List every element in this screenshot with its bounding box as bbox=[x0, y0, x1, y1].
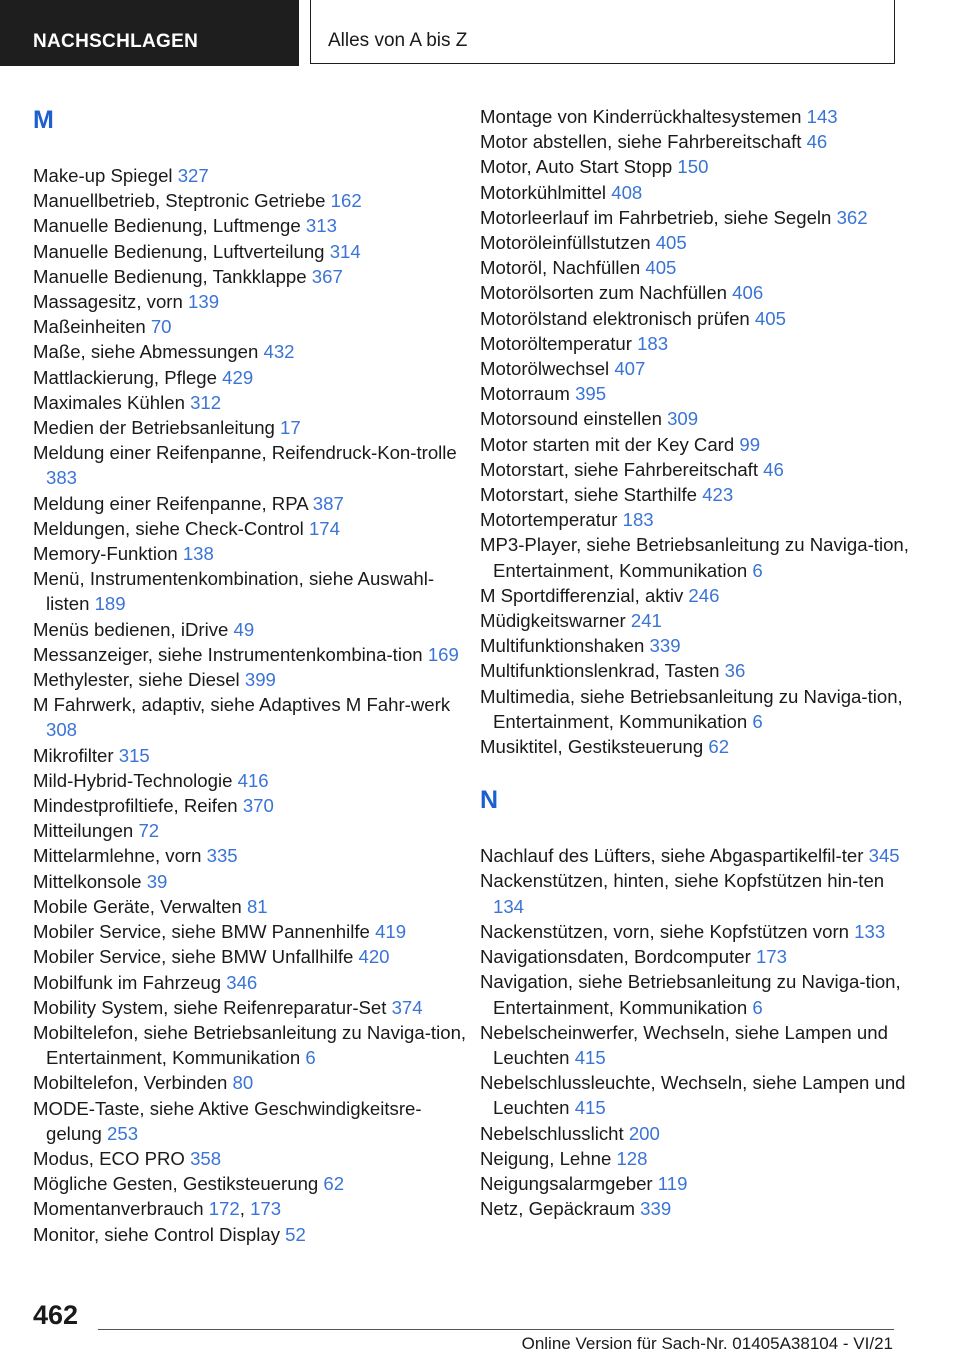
index-letter-heading: N bbox=[480, 786, 499, 815]
index-entry bbox=[33, 1222, 473, 1247]
index-entry bbox=[33, 365, 473, 390]
index-entry bbox=[480, 104, 920, 129]
index-entry-term: Motorölstand elektronisch prüfen bbox=[480, 307, 755, 329]
page-reference-link[interactable]: 128 bbox=[616, 1147, 648, 1169]
index-entry bbox=[33, 894, 473, 919]
page-reference-link[interactable]: 6 bbox=[752, 996, 763, 1018]
page-reference-link[interactable]: 308 bbox=[46, 719, 78, 741]
index-entry bbox=[480, 205, 920, 230]
index-entry bbox=[33, 869, 473, 894]
page-reference-link[interactable]: 407 bbox=[614, 358, 646, 380]
index-entry bbox=[480, 684, 920, 734]
index-entry bbox=[480, 180, 920, 205]
page-reference-link[interactable]: 420 bbox=[358, 946, 390, 968]
page-reference-link[interactable]: 406 bbox=[732, 282, 764, 304]
page-reference-link[interactable]: 345 bbox=[868, 845, 900, 867]
index-entry bbox=[480, 1020, 920, 1070]
page-reference-link[interactable]: 70 bbox=[150, 316, 172, 338]
index-entry-term: Motor starten mit der Key Card bbox=[480, 433, 740, 455]
index-entry bbox=[33, 793, 473, 818]
index-entry bbox=[33, 163, 473, 188]
section-tab[interactable]: NACHSCHLAGEN bbox=[0, 0, 299, 66]
index-entry bbox=[33, 440, 473, 490]
index-entry-term: Motorkühlmittel bbox=[480, 181, 612, 203]
page-reference-link[interactable]: 49 bbox=[233, 618, 255, 640]
index-entry-term: Neigungsalarmgeber bbox=[480, 1172, 658, 1194]
page-reference-link[interactable]: 139 bbox=[188, 291, 220, 313]
index-entry-term: Manuellbetrieb, Steptronic Getriebe bbox=[33, 190, 331, 212]
index-entry-term: Manuelle Bedienung, Luftmenge bbox=[33, 215, 306, 237]
page-reference-link[interactable]: 315 bbox=[118, 744, 150, 766]
page-reference-link[interactable]: 429 bbox=[222, 366, 254, 388]
page-reference-link[interactable]: 395 bbox=[575, 383, 607, 405]
index-entry bbox=[480, 1121, 920, 1146]
index-entry bbox=[480, 532, 920, 582]
index-entry bbox=[480, 507, 920, 532]
page-reference-link[interactable]: 162 bbox=[330, 190, 362, 212]
index-entry-term: Nebelscheinwerfer, Wechseln, siehe Lampen und Leuchten bbox=[480, 1021, 888, 1068]
index-entry bbox=[33, 264, 473, 289]
index-entry bbox=[480, 868, 920, 918]
page-reference-link[interactable]: 173 bbox=[755, 946, 787, 968]
index-entry-term: Motorstart, siehe Starthilfe bbox=[480, 484, 703, 506]
index-entry-term: Mobiltelefon, siehe Betriebsanleitung zu Naviga-tion, Entertainment, Kommunikation bbox=[33, 1021, 467, 1069]
page-reference-link[interactable]: 370 bbox=[242, 795, 274, 817]
index-entry-term: Mobile Geräte, Verwalten bbox=[33, 895, 247, 917]
index-entry bbox=[33, 566, 473, 616]
index-entry-term: Methylester, siehe Diesel bbox=[33, 669, 245, 691]
index-entry bbox=[480, 969, 920, 1019]
index-entry bbox=[33, 692, 473, 742]
index-entry bbox=[480, 633, 920, 658]
index-entry-term: Nackenstützen, hinten, siehe Kopfstützen hin-ten bbox=[480, 870, 885, 892]
page-reference-link[interactable]: 312 bbox=[190, 391, 222, 413]
page-reference-link[interactable]: 17 bbox=[280, 417, 301, 439]
index-entry bbox=[33, 768, 473, 793]
index-column-right bbox=[480, 104, 920, 1221]
index-entry-term: Meldungen, siehe Check-Control bbox=[33, 517, 309, 539]
index-entry bbox=[480, 734, 920, 759]
index-entry bbox=[480, 608, 920, 633]
index-entry-term: Neigung, Lehne bbox=[480, 1147, 617, 1169]
page-reference-link[interactable]: 6 bbox=[752, 710, 763, 732]
index-entry-term: Motoröleinfüllstutzen bbox=[480, 232, 656, 254]
index-entry bbox=[33, 213, 473, 238]
page-reference-link[interactable]: 362 bbox=[836, 206, 868, 228]
index-entry bbox=[480, 944, 920, 969]
index-entry-term: MODE-Taste, siehe Aktive Geschwindigkeitsre-gelung bbox=[33, 1097, 422, 1144]
index-entry bbox=[480, 919, 920, 944]
page-reference-link[interactable]: 39 bbox=[146, 870, 168, 892]
page-reference-link[interactable]: 6 bbox=[305, 1047, 316, 1069]
index-entry-term: Mikrofilter bbox=[33, 744, 119, 766]
index-entry-term: Motoröltemperatur bbox=[480, 332, 638, 354]
page-reference-link[interactable]: 62 bbox=[323, 1173, 345, 1195]
index-entry bbox=[33, 743, 473, 768]
page-reference-link[interactable]: 99 bbox=[739, 433, 761, 455]
index-entry bbox=[480, 658, 920, 683]
index-entry-term: Navigationsdaten, Bordcomputer bbox=[480, 946, 756, 968]
index-entry-term: Manuelle Bedienung, Tankklappe bbox=[33, 265, 312, 287]
index-entry bbox=[480, 381, 920, 406]
page-reference-link[interactable]: 253 bbox=[107, 1122, 139, 1144]
index-entry bbox=[480, 255, 920, 280]
index-entry-term: Multifunktionslenkrad, Tasten bbox=[480, 660, 725, 682]
page-reference-link[interactable]: 52 bbox=[285, 1223, 306, 1245]
page-reference-link[interactable]: 309 bbox=[667, 408, 699, 430]
index-entry-term: Nachlauf des Lüfters, siehe Abgaspartikelfil-ter bbox=[480, 845, 869, 867]
index-entry-term: Mitteilungen bbox=[33, 820, 139, 842]
page-reference-link[interactable]: 46 bbox=[763, 458, 784, 480]
section-spacer bbox=[480, 759, 920, 784]
index-entry bbox=[33, 415, 473, 440]
page-reference-link[interactable]: 36 bbox=[724, 660, 746, 682]
index-entry-term: Manuelle Bedienung, Luftverteilung bbox=[33, 240, 330, 262]
page-reference-link[interactable]: 399 bbox=[244, 669, 276, 691]
page-reference-link[interactable]: 327 bbox=[177, 165, 209, 186]
page-reference-link[interactable]: 80 bbox=[232, 1072, 254, 1094]
index-entry-term: Modus, ECO PRO bbox=[33, 1147, 191, 1169]
page-header bbox=[0, 0, 960, 66]
page-reference-link[interactable]: 173 bbox=[250, 1198, 282, 1220]
page-reference-link[interactable]: 81 bbox=[246, 895, 268, 917]
page-reference-link[interactable]: 383 bbox=[46, 467, 78, 489]
index-entry-term: Memory-Funktion bbox=[33, 543, 183, 565]
index-entry-term: Mobility System, siehe Reifenreparatur-Set bbox=[33, 996, 392, 1018]
index-entry-term: Müdigkeitswarner bbox=[480, 610, 631, 632]
page-reference-link[interactable]: 358 bbox=[190, 1147, 222, 1169]
page-reference-link[interactable]: 339 bbox=[649, 635, 681, 657]
page-number: 462 bbox=[33, 1300, 79, 1330]
page-reference-link[interactable]: 62 bbox=[708, 736, 730, 758]
index-letter-heading: M bbox=[33, 106, 54, 134]
index-entry bbox=[33, 188, 473, 213]
index-entry bbox=[33, 995, 473, 1020]
index-entry-term: Montage von Kinderrückhaltesystemen bbox=[480, 106, 807, 127]
page-reference-link[interactable]: 408 bbox=[611, 181, 643, 203]
index-entry bbox=[33, 541, 473, 566]
index-entry bbox=[33, 970, 473, 995]
index-entry bbox=[33, 390, 473, 415]
index-entry bbox=[33, 491, 473, 516]
index-entry-term: Mattlackierung, Pflege bbox=[33, 366, 223, 388]
index-entry bbox=[33, 843, 473, 868]
index-entry bbox=[480, 406, 920, 431]
page-reference-link[interactable]: 169 bbox=[427, 643, 459, 665]
page-reference-link[interactable]: 189 bbox=[94, 593, 126, 615]
index-entry bbox=[480, 280, 920, 305]
index-entry-term: Multimedia, siehe Betriebsanleitung zu Naviga-tion, Entertainment, Kommunikation bbox=[480, 685, 903, 732]
page-reference-link[interactable]: 415 bbox=[574, 1097, 606, 1119]
index-entry-term: Navigation, siehe Betriebsanleitung zu Naviga-tion, Entertainment, Kommunikation bbox=[480, 971, 901, 1018]
index-entry-term: Motorölsorten zum Nachfüllen bbox=[480, 282, 733, 304]
index-entry bbox=[33, 339, 473, 364]
index-entry-term: Momentanverbrauch bbox=[33, 1198, 209, 1220]
index-entry bbox=[33, 289, 473, 314]
index-entry-term: Maximales Kühlen bbox=[33, 391, 191, 413]
page-reference-link[interactable]: 314 bbox=[329, 240, 361, 262]
page-reference-link[interactable]: 432 bbox=[263, 341, 295, 363]
index-entry-term: Messanzeiger, siehe Instrumentenkombina-tion bbox=[33, 643, 428, 665]
index-entry bbox=[33, 818, 473, 843]
page-reference-link[interactable]: 367 bbox=[311, 265, 343, 287]
index-entry-term: Mindestprofiltiefe, Reifen bbox=[33, 795, 243, 817]
index-entry-term: Mild-Hybrid-Technologie bbox=[33, 769, 238, 791]
index-entry-term: Musiktitel, Gestiksteuerung bbox=[480, 736, 709, 758]
index-entry-term: Mittelarmlehne, vorn bbox=[33, 845, 207, 867]
index-entry bbox=[33, 919, 473, 944]
index-entry bbox=[480, 331, 920, 356]
index-entry bbox=[480, 1171, 920, 1196]
page-reference-link[interactable]: 423 bbox=[702, 484, 734, 506]
page-reference-link[interactable]: 416 bbox=[237, 769, 269, 791]
index-entry bbox=[480, 457, 920, 482]
page-reference-link[interactable]: 241 bbox=[630, 610, 662, 632]
index-entry-term: M Fahrwerk, adaptiv, siehe Adaptives M Fahr-werk bbox=[33, 694, 451, 716]
index-entry-term: MP3-Player, siehe Betriebsanleitung zu Naviga-tion, Entertainment, Kommunikation bbox=[480, 534, 909, 581]
chapter-tab[interactable]: Alles von A bis Z bbox=[310, 0, 895, 64]
index-entry-term: Motoröl, Nachfüllen bbox=[480, 257, 646, 279]
index-entry bbox=[33, 1096, 473, 1146]
index-entry bbox=[480, 583, 920, 608]
index-entry-term: Motorraum bbox=[480, 383, 576, 405]
footer-version-note: Online Version für Sach-Nr. 01405A38104 - VI/21 bbox=[521, 1334, 893, 1353]
page-reference-link[interactable]: 200 bbox=[628, 1122, 660, 1144]
index-entry bbox=[33, 1146, 473, 1171]
page-reference-link[interactable]: 415 bbox=[574, 1046, 606, 1068]
index-entry-term: Menüs bedienen, iDrive bbox=[33, 618, 234, 640]
index-entry-term: Mobiler Service, siehe BMW Pannenhilfe bbox=[33, 921, 376, 943]
page-reference-link[interactable]: 313 bbox=[305, 215, 337, 237]
index-entry-term: Motor abstellen, siehe Fahrbereitschaft bbox=[480, 131, 807, 153]
index-entry bbox=[33, 239, 473, 264]
index-entry-term: Netz, Gepäckraum bbox=[480, 1198, 641, 1220]
index-entry bbox=[33, 1020, 473, 1070]
index-entry bbox=[480, 129, 920, 154]
index-entry-term: Massagesitz, vorn bbox=[33, 291, 189, 313]
index-entry-term: Medien der Betriebsanleitung bbox=[33, 417, 281, 439]
index-entry bbox=[480, 843, 920, 868]
index-entry-term: Meldung einer Reifenpanne, RPA bbox=[33, 492, 313, 514]
page-reference-link[interactable]: 335 bbox=[206, 845, 238, 867]
page-reference-link[interactable]: 6 bbox=[752, 559, 763, 581]
page-reference-link[interactable]: 405 bbox=[645, 257, 677, 279]
index-entry-term: Nackenstützen, vorn, siehe Kopfstützen vorn bbox=[480, 920, 855, 942]
index-entry bbox=[33, 1070, 473, 1095]
index-entry-term: Multifunktionshaken bbox=[480, 635, 650, 657]
index-entry-term: Nebelschlussleuchte, Wechseln, siehe Lampen und Leuchten bbox=[480, 1072, 906, 1119]
footer-divider bbox=[98, 1329, 894, 1330]
page-reference-link[interactable]: 346 bbox=[226, 971, 258, 993]
index-entry-term: Monitor, siehe Control Display bbox=[33, 1223, 286, 1245]
index-entry-term: Menü, Instrumentenkombination, siehe Auswahl-listen bbox=[33, 568, 435, 615]
page-reference-link[interactable]: 134 bbox=[493, 895, 525, 917]
index-entry-term: Mögliche Gesten, Gestiksteuerung bbox=[33, 1173, 324, 1195]
index-entry bbox=[480, 154, 920, 179]
index-entry bbox=[480, 432, 920, 457]
index-entry-term: Motorsound einstellen bbox=[480, 408, 668, 430]
index-entry-term: Meldung einer Reifenpanne, Reifendruck-Kon-trolle bbox=[33, 442, 457, 464]
page-reference-link[interactable]: 387 bbox=[312, 492, 344, 514]
index-entry-term: Mobiltelefon, Verbinden bbox=[33, 1072, 233, 1094]
index-entry-term: Motorstart, siehe Fahrbereitschaft bbox=[480, 458, 764, 480]
page-reference-link[interactable]: 374 bbox=[391, 996, 423, 1018]
page-reference-link[interactable]: 174 bbox=[308, 517, 340, 539]
page-reference-link[interactable]: 150 bbox=[677, 156, 709, 178]
index-entry bbox=[33, 516, 473, 541]
index-entry-term: Motorleerlauf im Fahrbetrieb, siehe Segeln bbox=[480, 206, 837, 228]
index-entry bbox=[33, 944, 473, 969]
page-reference-link[interactable]: 405 bbox=[655, 232, 687, 254]
index-entry bbox=[33, 642, 473, 667]
index-entry-term: M Sportdifferenzial, aktiv bbox=[480, 584, 689, 606]
page-reference-link[interactable]: 133 bbox=[854, 920, 886, 942]
index-entry-term: Make-up Spiegel bbox=[33, 165, 178, 186]
index-entry bbox=[480, 1070, 920, 1120]
index-entry-term: Mobilfunk im Fahrzeug bbox=[33, 971, 227, 993]
page-reference-link[interactable]: 183 bbox=[622, 509, 654, 531]
index-entry bbox=[33, 617, 473, 642]
index-entry bbox=[480, 1146, 920, 1171]
index-entry bbox=[480, 230, 920, 255]
page-reference-link[interactable]: 172 bbox=[208, 1198, 240, 1220]
index-entry-term: Mobiler Service, siehe BMW Unfallhilfe bbox=[33, 946, 359, 968]
page-reference-link[interactable]: 405 bbox=[754, 307, 786, 329]
index-entry bbox=[33, 1171, 473, 1196]
index-entry-term: Nebelschlusslicht bbox=[480, 1122, 629, 1144]
page-reference-link[interactable]: 419 bbox=[375, 921, 407, 943]
index-entry bbox=[33, 667, 473, 692]
page-reference-link[interactable]: 119 bbox=[657, 1172, 688, 1194]
page-reference-link[interactable]: 138 bbox=[182, 543, 214, 565]
page-reference-link[interactable]: 339 bbox=[640, 1198, 672, 1220]
page-reference-link[interactable]: 183 bbox=[637, 332, 669, 354]
index-entry bbox=[480, 356, 920, 381]
index-entry bbox=[480, 1196, 920, 1221]
index-entry-term: Maße, siehe Abmessungen bbox=[33, 341, 264, 363]
index-column-left bbox=[33, 104, 473, 1247]
index-entry-term: Motor, Auto Start Stopp bbox=[480, 156, 678, 178]
index-entry bbox=[480, 306, 920, 331]
index-entry bbox=[33, 314, 473, 339]
index-entry-term: Mittelkonsole bbox=[33, 870, 147, 892]
index-entry-term: Motorölwechsel bbox=[480, 358, 615, 380]
index-entry: Momentanverbrauch 172, 173 bbox=[33, 1198, 282, 1220]
index-entry-term: Motortemperatur bbox=[480, 509, 623, 531]
index-entry-term: Maßeinheiten bbox=[33, 316, 151, 338]
page-reference-link[interactable]: 246 bbox=[688, 584, 720, 606]
page-reference-link[interactable]: 72 bbox=[138, 820, 160, 842]
page-reference-link[interactable]: 143 bbox=[806, 106, 838, 127]
index-entry bbox=[480, 482, 920, 507]
page-reference-link[interactable]: 46 bbox=[806, 131, 828, 153]
